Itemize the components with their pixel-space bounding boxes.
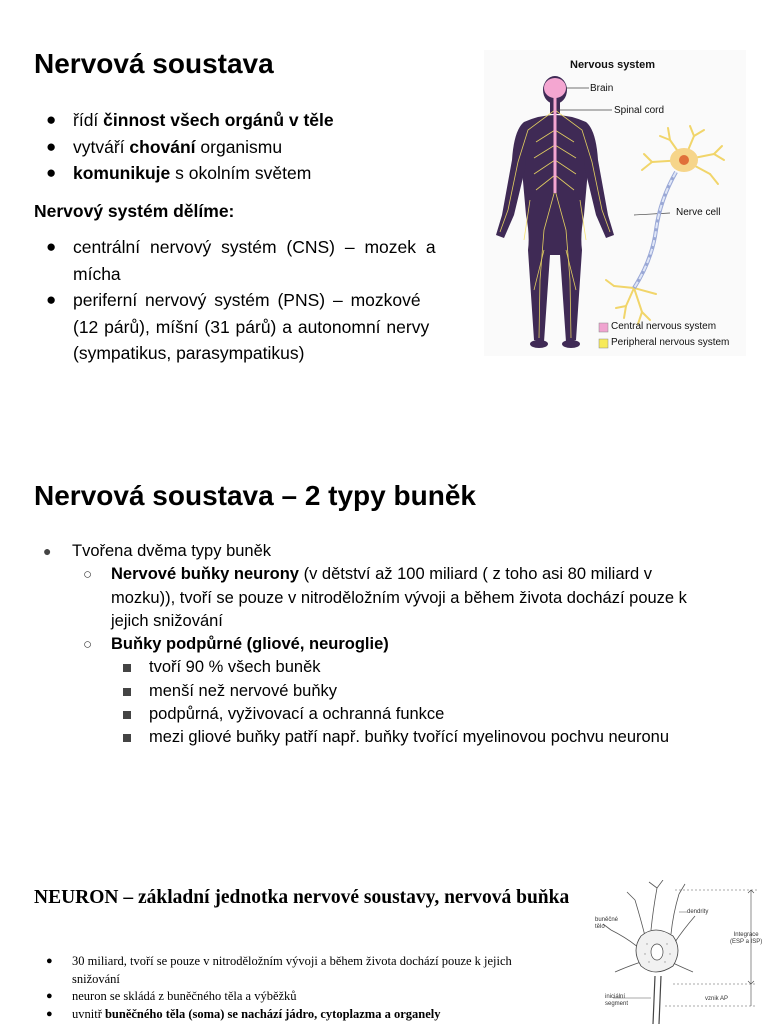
- label-spinal-cord: Spinal cord: [614, 105, 665, 116]
- section1-title: Nervová soustava: [34, 48, 274, 79]
- item-text: Tvořena dvěma typy buněk: [72, 542, 272, 560]
- list-item-glia: [34, 633, 734, 656]
- list-item: [34, 540, 734, 563]
- square-bullet-icon: [123, 680, 131, 703]
- item-text: uvnitř: [72, 1006, 105, 1021]
- line-text: (sympatikus, parasympatikus): [73, 343, 305, 363]
- item-bold-text: Nervové buňky neurony: [111, 565, 299, 584]
- item-text: vytváří: [73, 136, 130, 157]
- division-subheading: Nervový systém dělíme:: [34, 201, 235, 221]
- bullet-icon: ●: [46, 290, 57, 309]
- list-item-neurons: [34, 563, 734, 633]
- label-line: iniciální: [605, 994, 626, 1000]
- bullet-icon: ●: [46, 1007, 53, 1020]
- section3-title: NEURON – základní jednotka nervové soustavy, nervová buňka: [34, 887, 570, 908]
- bullet-icon: ●: [46, 237, 57, 256]
- section3-list: [34, 953, 534, 1023]
- justified-line: [73, 234, 455, 261]
- line-text: (12 párů), míšní (31 párů) a autonomní nervy: [73, 316, 430, 337]
- bullet-icon: ●: [46, 955, 53, 967]
- label-line: Integrace: [733, 932, 759, 938]
- list-item: [34, 160, 464, 187]
- item-text: (v dětství až 100 miliard ( z toho asi 80 miliard v: [298, 565, 653, 584]
- square-bullet-icon: [123, 656, 131, 679]
- list-item: [34, 703, 734, 726]
- item-text: tvoří 90 % všech buněk: [149, 658, 321, 677]
- line-text: centrální nervový systém (CNS) – mozek a: [73, 237, 436, 257]
- label-line: tělo: [595, 924, 605, 930]
- item-text: snižování: [72, 971, 120, 986]
- bullet-icon: ●: [43, 543, 52, 559]
- label-nerve-cell: Nerve cell: [676, 207, 721, 218]
- item-bold-text: buněčného těla (soma) se nachází jádro, cytoplazma a organely: [104, 1006, 441, 1021]
- list-item: [34, 134, 464, 161]
- list-item: [34, 953, 534, 988]
- label-vznik-ap: vznik AP: [705, 996, 729, 1002]
- section2-title: Nervová soustava – 2 typy buněk: [34, 480, 476, 511]
- item-text: 30 miliard, tvoří se pouze v nitroděložním vývoji a během života dochází pouze k jejich: [72, 954, 512, 968]
- item-text: mezi gliové buňky patří např. buňky tvořící myelinovou pochvu neuronu: [149, 728, 670, 747]
- nervous-system-figure: [484, 50, 746, 356]
- list-item-pns: [34, 287, 455, 367]
- division-list: [34, 234, 455, 367]
- list-item: [34, 726, 734, 749]
- list-item: [34, 107, 464, 134]
- label-line: buněčné: [595, 917, 619, 923]
- item-text: neuron se skládá z buněčného těla a výběžků: [72, 989, 297, 1003]
- item-text: jejich snižování: [111, 611, 223, 630]
- circle-bullet-icon: ○: [83, 636, 93, 654]
- neuron-illustration: [575, 880, 768, 1024]
- list-item: [34, 680, 734, 703]
- list-item-cns: [34, 234, 455, 287]
- legend-cns-label: Central nervous system: [611, 321, 717, 332]
- item-bold-text: Buňky podpůrné (gliové, neuroglie): [111, 635, 389, 654]
- neuron-figure: [575, 880, 768, 1024]
- legend-swatch-cns: [599, 323, 608, 332]
- circle-bullet-icon: ○: [83, 566, 93, 584]
- square-bullet-icon: [123, 726, 131, 749]
- bullet-icon: ●: [46, 990, 53, 1002]
- item-text: řídí: [73, 110, 104, 130]
- line-text: periferní nervový systém (PNS) – mozkové: [73, 290, 421, 310]
- item-bold-text: činnost všech orgánů v těle: [103, 110, 334, 130]
- item-line: [111, 563, 734, 586]
- bullet-icon: ●: [46, 110, 57, 129]
- label-line: segment: [605, 1001, 629, 1007]
- label-brain: Brain: [590, 83, 614, 94]
- list-item: [34, 1006, 534, 1024]
- section2-list: [34, 540, 734, 750]
- label-bunecne-telo: [595, 917, 618, 931]
- legend-swatch-pns: [599, 339, 608, 348]
- item-bold-text: chování: [129, 136, 196, 157]
- list-item: [34, 656, 734, 679]
- item-text: podpůrná, vyživovací a ochranná funkce: [149, 705, 445, 724]
- label-inicialni-segment: [605, 994, 628, 1008]
- section1-bullet-list: [34, 107, 464, 187]
- item-text: mozku)), tvoří se pouze v nitroděložním vývoji a během života dochází pouze k: [111, 588, 687, 607]
- figure-title: Nervous system: [570, 59, 655, 71]
- list-item: [34, 988, 534, 1006]
- legend-pns-label: Peripheral nervous system: [611, 337, 730, 348]
- label-integrace: [730, 932, 762, 946]
- label-line: (ESP a ISP): [730, 939, 763, 945]
- item-bold-text: komunikuje: [73, 163, 171, 183]
- square-bullet-icon: [123, 703, 131, 726]
- item-text: menší než nervové buňky: [149, 681, 338, 700]
- nervous-system-illustration: [484, 50, 746, 356]
- label-dendrity: dendrity: [687, 909, 709, 915]
- item-text: s okolním světem: [170, 163, 312, 183]
- bullet-icon: ●: [46, 163, 57, 182]
- item-text: organismu: [195, 136, 283, 157]
- line-text: mícha: [73, 263, 121, 284]
- bullet-icon: ●: [46, 136, 57, 156]
